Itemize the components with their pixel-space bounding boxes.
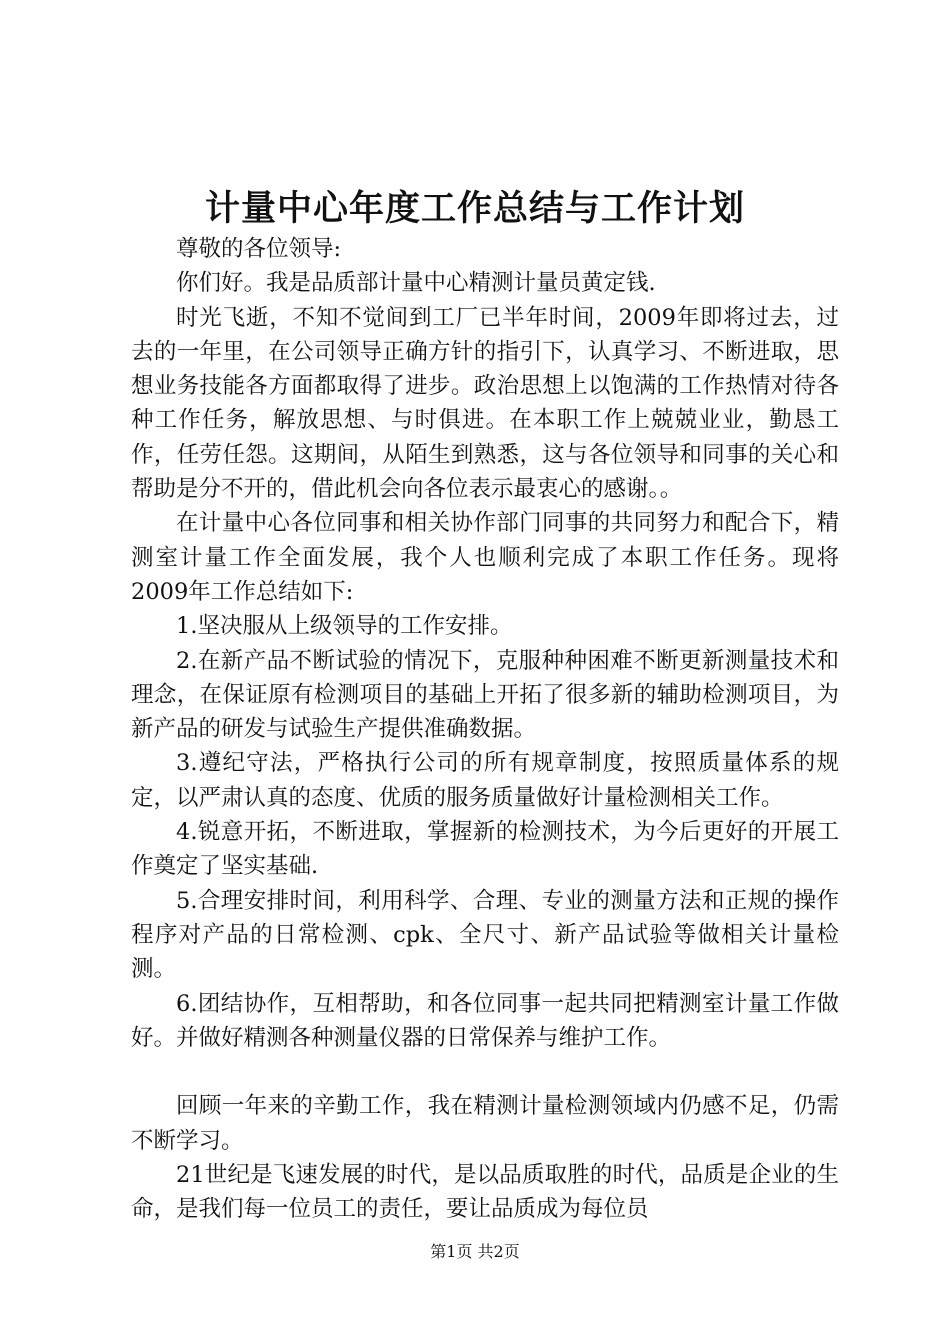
paragraph-greeting: 尊敬的各位领导: [176,236,342,262]
list-item-3: 3.遵纪守法，严格执行公司的所有规章制度，按照质量体系的规定，以严肃认真的态度、优质的服务质量做好计量检测相关工作。 [131,750,839,811]
list-item-5: 5.合理安排时间，利用科学、合理、专业的测量方法和正规的操作程序对产品的日常检测、cpk、全尺寸、新产品试验等做相关计量检测。 [131,887,839,983]
paragraph-review: 时光飞逝，不知不觉间到工厂已半年时间，2009年即将过去，过去的一年里，在公司领导正确方针的指引下，认真学习、不断进取，思想业务技能各方面都取得了进步。政治思想上以饱满的工作热情对待各种工作任务，解放思想、与时俱进。在本职工作上兢兢业业，勤恳工作，任劳任怨。这期间，从陌生到熟悉，这与各位领导和同事的关心和帮助是分不开的，借此机会向各位表示最衷心的感谢。。 [131,304,839,503]
list-item-6: 6.团结协作，互相帮助，和各位同事一起共同把精测室计量工作做好。并做好精测各种测量仪器的日常保养与维护工作。 [131,990,839,1051]
paragraph-reflection: 回顾一年来的辛勤工作，我在精测计量检测领域内仍感不足，仍需不断学习。 [131,1093,839,1154]
list-item-2: 2.在新产品不断试验的情况下，克服种种困难不断更新测量技术和理念，在保证原有检测项目的基础上开拓了很多新的辅助检测项目，为新产品的研发与试验生产提供准确数据。 [131,647,839,743]
paragraph-summary-intro: 在计量中心各位同事和相关协作部门同事的共同努力和配合下，精测室计量工作全面发展，我个人也顺利完成了本职工作任务。现将2009年工作总结如下: [131,510,839,605]
paragraph-introduction: 你们好。我是品质部计量中心精测计量员黄定钱. [176,270,656,297]
document-title: 计量中心年度工作总结与工作计划 [204,188,745,229]
list-item-1: 1.坚决服从上级领导的工作安排。 [176,613,513,640]
list-item-4: 4.锐意开拓，不断进取，掌握新的检测技术，为今后更好的开展工作奠定了坚实基础. [131,819,839,880]
paragraph-quality: 21世纪是飞速发展的时代，是以品质取胜的时代，品质是企业的生命，是我们每一位员工的责任，要让品质成为每位员 [131,1162,839,1223]
blank-line [131,1055,839,1089]
page-footer: 第1页 共2页 [430,1242,520,1261]
document-body [131,232,839,1227]
